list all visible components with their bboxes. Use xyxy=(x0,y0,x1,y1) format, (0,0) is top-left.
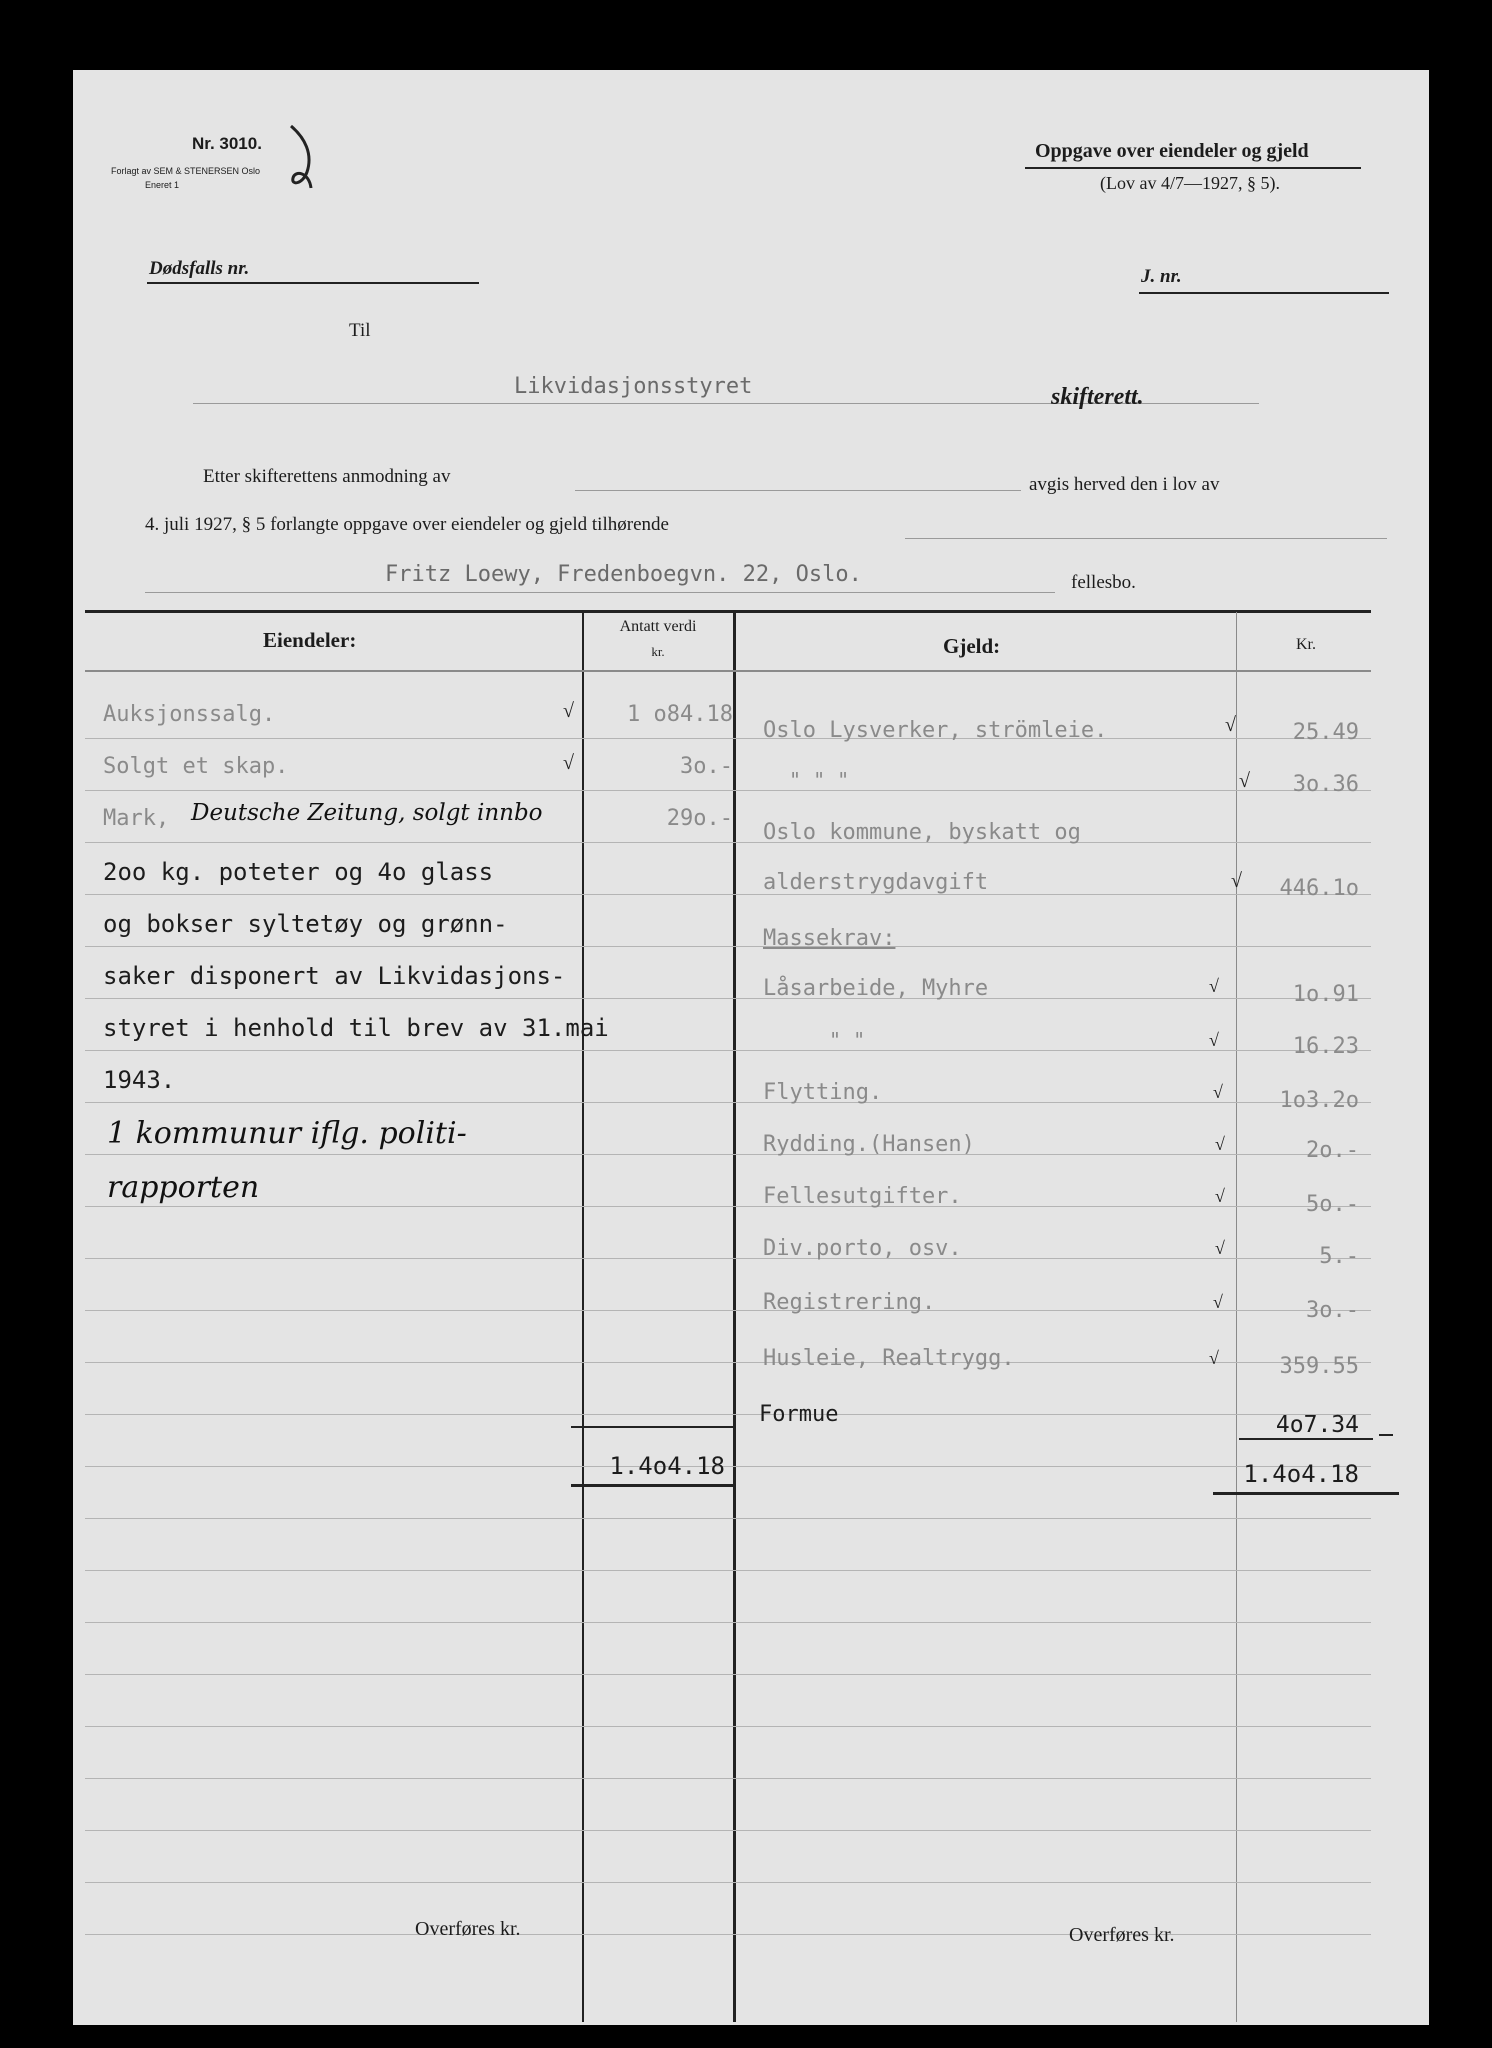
check-mark-icon: √ xyxy=(1213,1082,1223,1102)
asset-value: 3o.- xyxy=(680,754,733,779)
owner-name: Fritz Loewy, Fredenboegvn. 22, Oslo. xyxy=(385,562,862,587)
ruled-line xyxy=(85,946,1371,947)
ruled-line xyxy=(85,1102,1371,1103)
debts-total: 1.4o4.18 xyxy=(1243,1460,1359,1488)
asset-label: Solgt et skap. xyxy=(103,754,289,779)
ruled-line xyxy=(85,1414,1371,1415)
asset-label: Mark, xyxy=(103,806,170,831)
ruled-line xyxy=(85,1934,1371,1935)
debt-label: Husleie, Realtrygg. xyxy=(763,1346,1015,1371)
ruled-line xyxy=(85,1830,1371,1831)
debt-label: Rydding.(Hansen) xyxy=(763,1132,975,1157)
debt-value: 5o.- xyxy=(1306,1192,1359,1217)
ruled-line xyxy=(85,1674,1371,1675)
ruled-line xyxy=(85,1466,1371,1467)
court-suffix: skifterett. xyxy=(1051,384,1144,410)
debt-value: 3o.36 xyxy=(1292,772,1359,797)
note-line: 1943. xyxy=(103,1066,176,1094)
ruled-line xyxy=(85,1570,1371,1571)
dodsfall-label: Dødsfalls nr. xyxy=(149,258,250,279)
note-line: og bokser syltetøy og grønn- xyxy=(103,910,508,938)
jnr-line xyxy=(1139,292,1389,294)
asset-value: 29o.- xyxy=(666,806,733,831)
owner-line xyxy=(145,592,1055,593)
asset-label: Auksjonssalg. xyxy=(103,702,276,727)
title-underline xyxy=(1025,167,1361,169)
body-line1-b: avgis herved den i lov av xyxy=(1029,474,1220,495)
body-line2-blank xyxy=(905,538,1387,539)
carry-forward-left: Overføres kr. xyxy=(415,1918,521,1940)
debts-value-divider xyxy=(1236,612,1237,2022)
body-line1-blank xyxy=(575,490,1021,491)
debt-label: Oslo Lysverker, strömleie. xyxy=(763,718,1108,743)
ruled-line xyxy=(85,894,1371,895)
debt-label: Div.porto, osv. xyxy=(763,1236,962,1261)
debt-label: " " " xyxy=(789,768,850,792)
court-name: Likvidasjonsstyret xyxy=(514,374,753,399)
form-number: Nr. 3010. xyxy=(192,134,262,153)
debt-value: 446.1o xyxy=(1279,876,1359,901)
check-mark-icon: √ xyxy=(1215,1238,1225,1258)
assets-value-divider xyxy=(582,612,584,2022)
ruled-line xyxy=(85,1362,1371,1363)
header-antatt-verdi: Antatt verdi xyxy=(619,618,697,635)
check-mark-icon: √ xyxy=(1209,976,1219,996)
formue-label: Formue xyxy=(759,1402,839,1427)
formue-underline xyxy=(1239,1438,1373,1440)
debt-label: alderstrygdavgift xyxy=(763,870,989,895)
debt-value: 16.23 xyxy=(1292,1034,1359,1059)
header-eiendeler: Eiendeler: xyxy=(263,628,357,652)
debt-value: 3o.- xyxy=(1306,1298,1359,1323)
note-line: styret i henhold til brev av 31.mai xyxy=(103,1014,609,1042)
assets-total-topline xyxy=(571,1426,735,1428)
body-line2: 4. juli 1927, § 5 forlangte oppgave over eiendeler og gjeld tilhørende xyxy=(145,514,669,535)
ruled-line xyxy=(85,1050,1371,1051)
check-mark-icon: √ xyxy=(1239,770,1250,792)
assets-total: 1.4o4.18 xyxy=(609,1452,725,1480)
ruled-line xyxy=(85,738,1371,739)
debt-label: Flytting. xyxy=(763,1080,883,1105)
header-antatt-kr: kr. xyxy=(651,644,665,659)
formue-mark xyxy=(1379,1434,1393,1436)
ruled-line xyxy=(85,790,1371,791)
check-mark-icon: √ xyxy=(1215,1134,1225,1154)
check-mark-icon: √ xyxy=(1213,1292,1223,1312)
note-line: saker disponert av Likvidasjons- xyxy=(103,962,566,990)
note-line: 2oo kg. poteter og 4o glass xyxy=(103,858,494,886)
debt-section-label: Massekrav: xyxy=(763,926,896,951)
formue-value: 4o7.34 xyxy=(1275,1412,1359,1438)
form-title: Oppgave over eiendeler og gjeld xyxy=(1035,140,1309,162)
document-page xyxy=(73,70,1429,2025)
debt-label: Fellesutgifter. xyxy=(763,1184,962,1209)
debt-value: 25.49 xyxy=(1292,720,1359,745)
fellesbo-label: fellesbo. xyxy=(1071,572,1136,593)
debt-label: " " xyxy=(829,1028,866,1052)
handwritten-note: rapporten xyxy=(107,1170,260,1205)
table-top-rule xyxy=(85,610,1371,613)
dodsfall-line xyxy=(147,282,479,284)
check-mark-icon: √ xyxy=(1209,1030,1219,1050)
asset-value: 1 o84.18 xyxy=(627,702,733,727)
header-gjeld-kr: Kr. xyxy=(1296,636,1316,653)
publisher-logo xyxy=(283,122,323,202)
debt-label: Registrering. xyxy=(763,1290,936,1315)
handwritten-note: 1 kommunur iflg. politi- xyxy=(107,1116,467,1151)
header-gjeld: Gjeld: xyxy=(943,634,1001,658)
handwritten-note: Deutsche Zeitung, solgt innbo xyxy=(191,800,543,826)
til-label: Til xyxy=(349,320,371,341)
carry-forward-right: Overføres kr. xyxy=(1069,1924,1175,1946)
assets-total-underline xyxy=(571,1484,735,1487)
ruled-line xyxy=(85,1622,1371,1623)
ruled-line xyxy=(85,842,1371,843)
ruled-line xyxy=(85,1882,1371,1883)
center-divider xyxy=(733,612,736,2022)
debt-label: Låsarbeide, Myhre xyxy=(763,976,989,1001)
debt-value: 1o.91 xyxy=(1292,982,1359,1007)
ruled-line xyxy=(85,1518,1371,1519)
body-line1-a: Etter skifterettens anmodning av xyxy=(203,466,451,487)
check-mark-icon: √ xyxy=(563,752,574,774)
publisher-line: Forlagt av SEM & STENERSEN Oslo xyxy=(111,166,261,176)
header-bottom-rule xyxy=(85,670,1371,672)
debt-label: Oslo kommune, byskatt og xyxy=(763,820,1081,845)
stamp-text: Eneret 1 xyxy=(145,180,180,190)
ruled-line xyxy=(85,1154,1371,1155)
jnr-label: J. nr. xyxy=(1141,266,1182,287)
check-mark-icon: √ xyxy=(1215,1186,1225,1206)
ruled-line xyxy=(85,1206,1371,1207)
ruled-line xyxy=(85,998,1371,999)
debt-value: 5.- xyxy=(1319,1244,1359,1269)
law-reference: (Lov av 4/7—1927, § 5). xyxy=(1100,173,1280,193)
check-mark-icon: √ xyxy=(563,700,574,722)
check-mark-icon: √ xyxy=(1209,1348,1219,1368)
ruled-line xyxy=(85,1778,1371,1779)
debt-value: 1o3.2o xyxy=(1279,1088,1359,1113)
debt-value: 359.55 xyxy=(1279,1354,1359,1379)
check-mark-icon: √ xyxy=(1231,870,1242,892)
ruled-line xyxy=(85,1310,1371,1311)
ruled-line xyxy=(85,1258,1371,1259)
debts-total-underline xyxy=(1213,1492,1399,1495)
check-mark-icon: √ xyxy=(1225,714,1236,736)
ruled-line xyxy=(85,1726,1371,1727)
debt-value: 2o.- xyxy=(1306,1138,1359,1163)
